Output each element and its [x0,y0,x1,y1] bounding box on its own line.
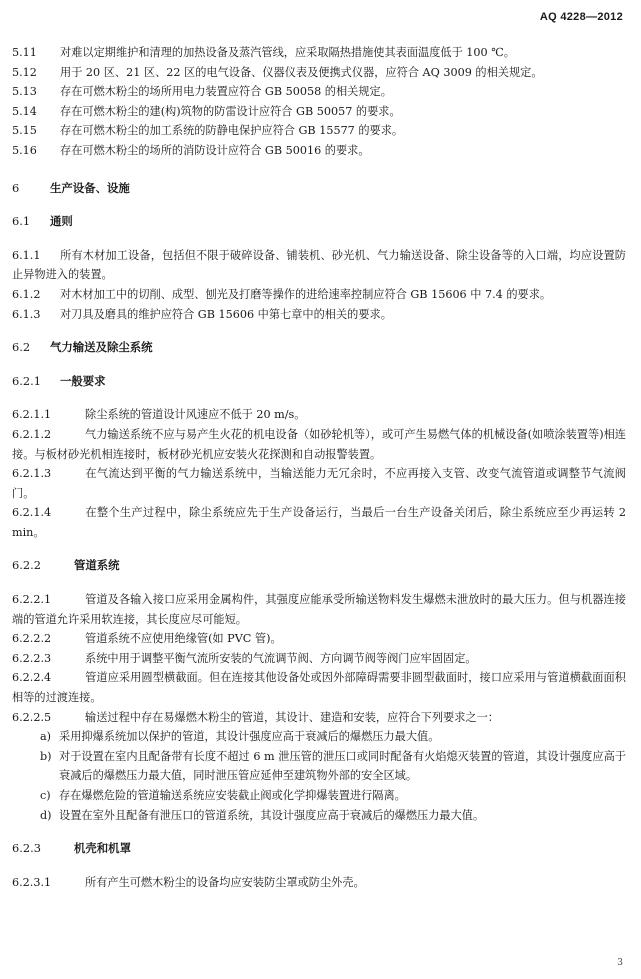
list-item-text: 采用抑爆系统加以保护的管道，其设计强度应高于衰减后的爆燃压力最大值。 [59,730,440,744]
clause-list-6-2-1 [12,405,626,542]
section-number: 6.2.2 [12,558,41,573]
clause-6-1-1 [12,246,626,285]
clause-number: 5.11 [12,46,37,59]
clause-text: 在整个生产过程中，除尘系统应先于生产设备运行，当最后一台生产设备关闭后，除尘系统应至少再运转 2 min。 [12,506,626,539]
clause-5-14 [12,102,626,122]
clause-text: 存在可燃木粉尘的场所的消防设计应符合 GB 50016 的要求。 [60,143,370,157]
list-item-c [12,786,626,806]
clause-text: 存在可燃木粉尘的加工系统的防静电保护应符合 GB 15577 的要求。 [60,124,404,138]
clause-5-11 [12,43,626,63]
section-number: 6 [12,180,20,195]
clause-5-13 [12,82,626,102]
clause-number: 5.12 [12,65,37,79]
clause-text: 对刀具及磨具的维护应符合 GB 15606 中第七章中的相关的要求。 [60,307,392,321]
clause-number: 6.2.1.4 [12,506,52,520]
clause-list-5 [12,43,626,161]
clause-number: 6.2.2.2 [12,632,52,646]
clause-6-1-3 [12,305,626,325]
clause-text: 除尘系统的管道设计风速应不低于 20 m/s。 [85,408,306,422]
document-body [12,43,626,892]
clause-text: 输送过程中存在易爆燃木粉尘的管道，其设计、建造和安装，应符合下列要求之一： [85,710,499,724]
clause-number: 6.2.1.3 [12,467,52,481]
clause-text: 对木材加工中的切削、成型、刨光及打磨等操作的进给速率控制应符合 GB 15606 中 7.4 的要求。 [60,287,552,301]
clause-text: 在气流达到平衡的气力输送系统中，当输送能力无冗余时，不应再接入支管、改变气流管道或调整节气流阀门。 [12,467,626,500]
clause-6-2-3-1 [12,873,626,893]
requirement-list [12,727,626,825]
list-marker: a) [40,730,52,744]
section-title: 通则 [50,214,73,229]
clause-number: 6.2.3.1 [12,875,52,889]
section-6-1-heading [12,212,626,232]
section-number: 6.2 [12,340,31,355]
list-marker: c) [40,789,51,802]
list-item-a [12,727,626,747]
clause-number: 6.2.2.4 [12,671,52,685]
list-marker: b) [40,749,52,763]
clause-list-6-2-3 [12,873,626,893]
clause-text: 所有木材加工设备，包括但不限于破碎设备、铺装机、砂光机、气力输送设备、除尘设备等的入口端，均应设置防止异物进入的装置。 [12,248,626,282]
section-number: 6.1 [12,214,31,229]
clause-6-2-2-1 [12,590,626,629]
clause-text: 气力输送系统不应与易产生火花的机电设备（如砂轮机等），或可产生易燃气体的机械设备(如喷涂装置等)相连接。与板材砂光机相连接时，板材砂光机应安装火花探测和自动报警装置。 [12,427,626,461]
section-title: 一般要求 [60,373,106,388]
page-number: 3 [617,958,623,968]
clause-5-16 [12,141,626,161]
standard-code: AQ 4228—2012 [539,11,623,23]
list-item-b [12,747,626,786]
clause-6-2-1-3 [12,464,626,503]
section-6-2-1-heading [12,372,626,392]
clause-6-2-2-2 [12,629,626,649]
section-title: 气力输送及除尘系统 [50,340,153,355]
clause-text: 所有产生可燃木粉尘的设备均应安装防尘罩或防尘外壳。 [85,875,365,889]
clause-text: 对难以定期维护和清理的加热设备及蒸汽管线，应采取隔热措施使其表面温度低于 100 ℃。 [60,46,515,59]
clause-number: 6.2.2.1 [12,593,52,607]
clause-6-2-1-1 [12,405,626,425]
clause-number: 5.15 [12,124,37,138]
section-title: 机壳和机罩 [74,841,131,856]
clause-6-2-1-4 [12,503,626,542]
section-title: 管道系统 [74,558,120,573]
clause-text: 系统中用于调整平衡气流所安装的气流调节阀、方向调节阀等阀门应牢固固定。 [85,651,477,665]
clause-number: 6.2.1.1 [12,408,52,422]
clause-text: 存在可燃木粉尘的场所用电力装置应符合 GB 50058 的相关规定。 [60,85,392,99]
clause-6-2-2-3 [12,649,626,669]
clause-number: 5.13 [12,85,37,99]
list-item-text: 对于设置在室内且配备带有长度不超过 6 m 泄压管的泄压口或同时配备有火焰熄灭装置的管道，其设计强度应高于衰减后的爆燃压力最大值，同时泄压管应延伸至建筑物外部的安全区域。 [59,749,626,783]
section-title: 生产设备、设施 [50,180,130,195]
clause-number: 6.2.1.2 [12,427,52,441]
clause-5-12 [12,63,626,83]
clause-5-15 [12,121,626,141]
list-marker: d) [40,808,52,822]
clause-6-2-2-4 [12,668,626,707]
list-item-d [12,806,626,826]
section-6-2-3-heading [12,839,626,859]
clause-list-6-2-2 [12,590,626,825]
clause-6-1-2 [12,285,626,305]
section-6-heading [12,179,626,199]
section-number: 6.2.3 [12,841,41,856]
clause-number: 5.16 [12,143,37,157]
clause-number: 6.1.1 [12,248,41,262]
clause-number: 6.2.2.5 [12,710,52,724]
clause-text: 管道应采用圆型横截面。但在连接其他设备处或因外部障碍需要非圆型截面时，接口应采用与管道横截面面积相等的过渡连接。 [12,671,626,705]
section-6-2-heading [12,338,626,358]
section-number: 6.2.1 [12,373,41,388]
clause-text: 用于 20 区、21 区、22 区的电气设备、仪器仪表及便携式仪器，应符合 AQ 3009 的相关规定。 [60,65,543,79]
clause-text: 管道系统不应使用绝缘管(如 PVC 管)。 [85,632,282,646]
clause-number: 5.14 [12,104,37,118]
clause-number: 6.1.2 [12,287,41,301]
clause-text: 管道及各输入接口应采用金属构件，其强度应能承受所输送物料发生爆燃未泄放时的最大压力。但与机器连接端的管道允许采用软连接，其长度应尽可能短。 [12,593,626,626]
clause-text: 存在可燃木粉尘的建(构)筑物的防雷设计应符合 GB 50057 的要求。 [60,104,401,118]
clause-number: 6.1.3 [12,307,41,321]
list-item-text: 设置在室外且配备有泄压口的管道系统，其设计强度应高于衰减后的爆燃压力最大值。 [59,808,485,822]
clause-number: 6.2.2.3 [12,651,52,665]
clause-6-2-1-2 [12,425,626,464]
list-item-text: 存在爆燃危险的管道输送系统应安装截止阀或化学抑爆装置进行隔离。 [59,789,406,802]
section-6-2-2-heading [12,556,626,576]
clause-6-2-2-5 [12,708,626,728]
clause-list-6-1 [12,246,626,324]
